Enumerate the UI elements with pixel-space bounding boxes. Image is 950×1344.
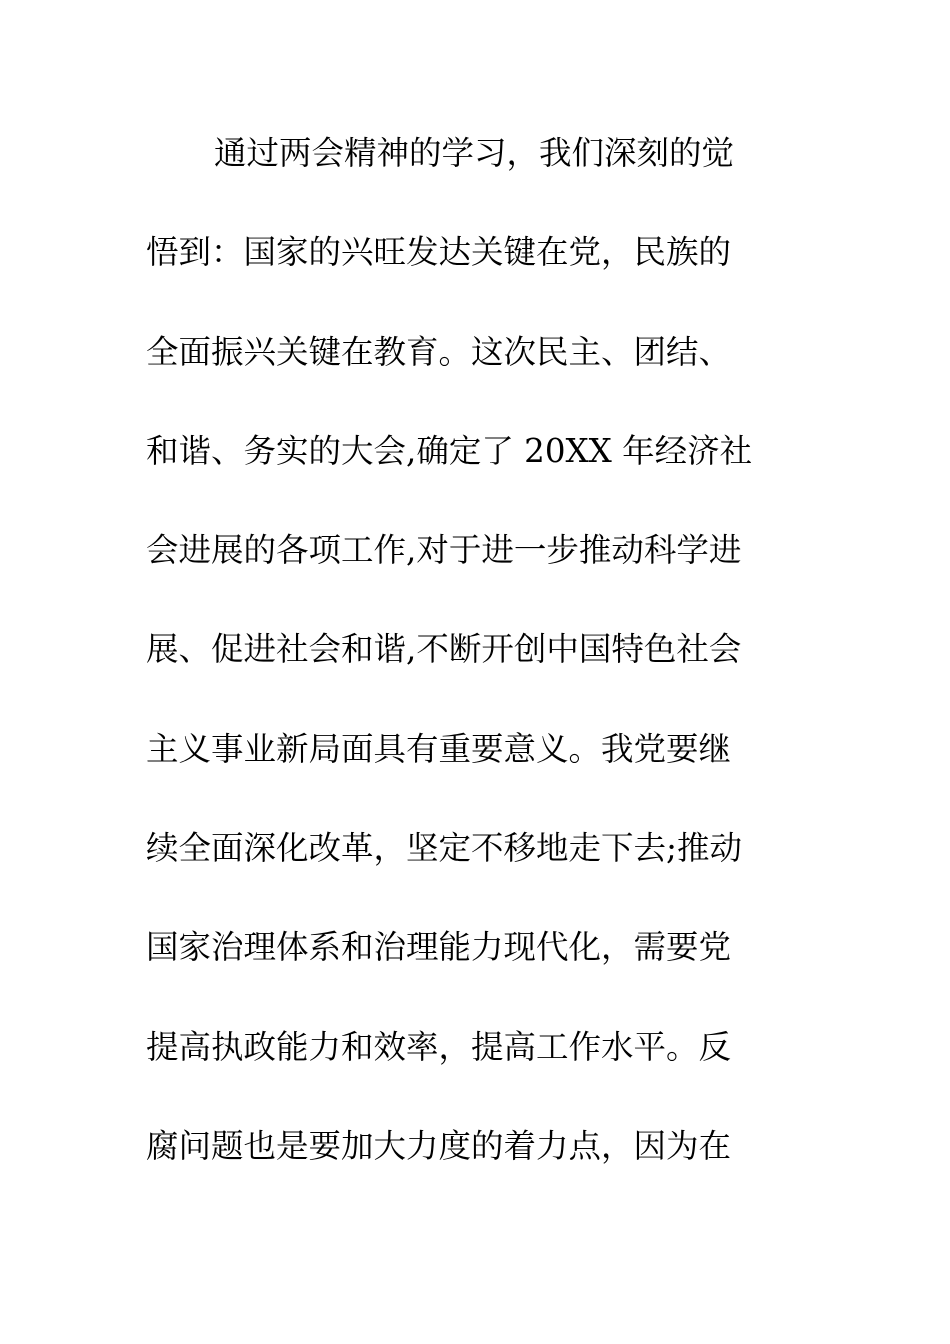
paragraph-line-11: 腐问题也是要加大力度的着力点，因为在 <box>146 1126 732 1165</box>
paragraph-line-3: 全面振兴关键在教育。这次民主、团结、 <box>146 332 732 371</box>
paragraph-line-7: 主义事业新局面具有重要意义。我党要继 <box>146 729 732 768</box>
paragraph-line-6: 展、促进社会和谐,不断开创中国特色社会 <box>146 630 742 669</box>
paragraph-line-4: 和谐、务实的大会,确定了 20XX 年经济社 <box>146 431 753 470</box>
paragraph-line-2: 悟到：国家的兴旺发达关键在党，民族的 <box>146 233 732 272</box>
paragraph-line-10: 提高执政能力和效率，提高工作水平。反 <box>146 1027 732 1066</box>
paragraph-line-5: 会进展的各项工作,对于进一步推动科学进 <box>146 531 742 570</box>
body-paragraph <box>146 123 806 1215</box>
paragraph-line-8: 续全面深化改革，坚定不移地走下去;推动 <box>146 829 742 868</box>
paragraph-line-9: 国家治理体系和治理能力现代化，需要党 <box>146 928 732 967</box>
paragraph-line-1: 通过两会精神的学习，我们深刻的觉 <box>214 134 735 172</box>
